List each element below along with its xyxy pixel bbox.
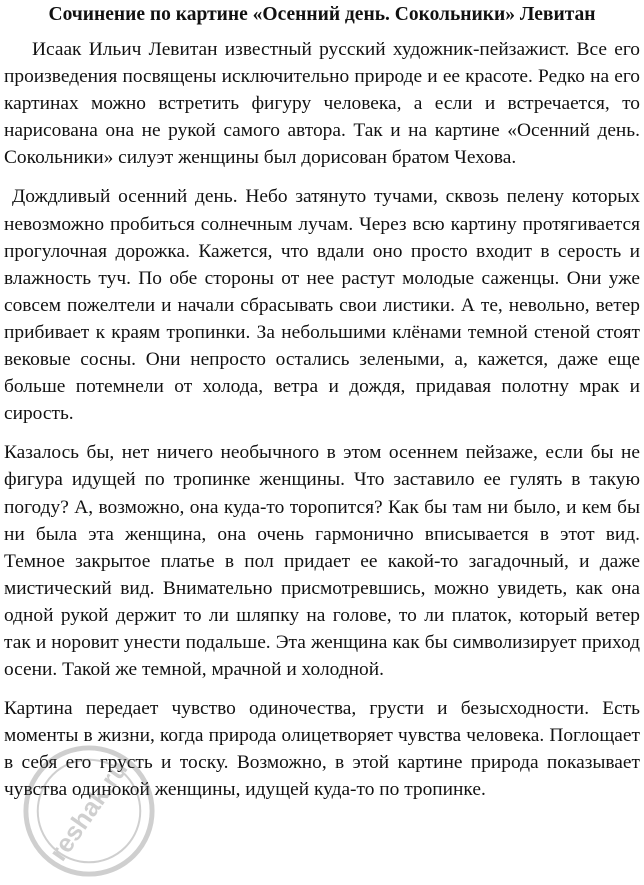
paragraph-1: Исаак Ильич Левитан известный русский художник-пейзажист. Все его произведения посвящены исключительно природе и ее красоте. Редко на его картинах можно встретить фигуру человека, а если и встречается, то нарисована она не рукой самого автора. Так и на картине «Осенний день. Сокольники» силуэт женщины был дорисован братом Чехова. — [4, 39, 640, 169]
paragraph-4: Картина передает чувство одиночества, грусти и безысходности. Есть моменты в жизни, когда природа олицетворяет чувства человека. Поглощает в себя его грусть и тоску. Возможно, в этой картине природа показывает чувства одинокой женщины, идущей куда-то по тропинке. — [4, 698, 640, 801]
paragraph-3: Казалось бы, нет ничего необычного в этом осеннем пейзаже, если бы не фигура идущей по тропинке женщины. Что заставило ее гулять в такую погоду? А, возможно, она куда-то торопится? Как бы там ни было, и кем бы ни была эта женщина, она очень гармонично вписывается в этот вид. Темное закрытое платье в пол придает ее какой-то загадочный, и даже мистический вид. Внимательно присмотревшись, можно увидеть, как она одной рукой держит то ли шляпку на голове, то ли платок, который ветер так и норовит унести подальше. Эта женщина как бы символизирует приход осени. Такой же темной, мрачной и холодной. — [4, 442, 640, 681]
svg-text:reshak.ru: reshak.ru — [44, 755, 134, 867]
document-title: Сочинение по картине «Осенний день. Сокольники» Левитан — [48, 4, 596, 25]
paragraph-2: Дождливый осенний день. Небо затянуто тучами, сквозь пелену которых невозможно пробиться солнечным лучам. Через всю картину протягивается прогулочная дорожка. Кажется, что вдали оно просто входит в серость и влажность туч. По обе стороны от нее растут молодые саженцы. Они уже совсем пожелтели и начали сбрасывать свои листики. А те, невольно, ветер прибивает к краям тропинки. За небольшими клёнами темной стеной стоят вековые сосны. Они непросто остались зелеными, а, кажется, даже еще больше потемнели от холода, ветра и дождя, придавая полотну мрак и сирость. — [4, 186, 640, 425]
